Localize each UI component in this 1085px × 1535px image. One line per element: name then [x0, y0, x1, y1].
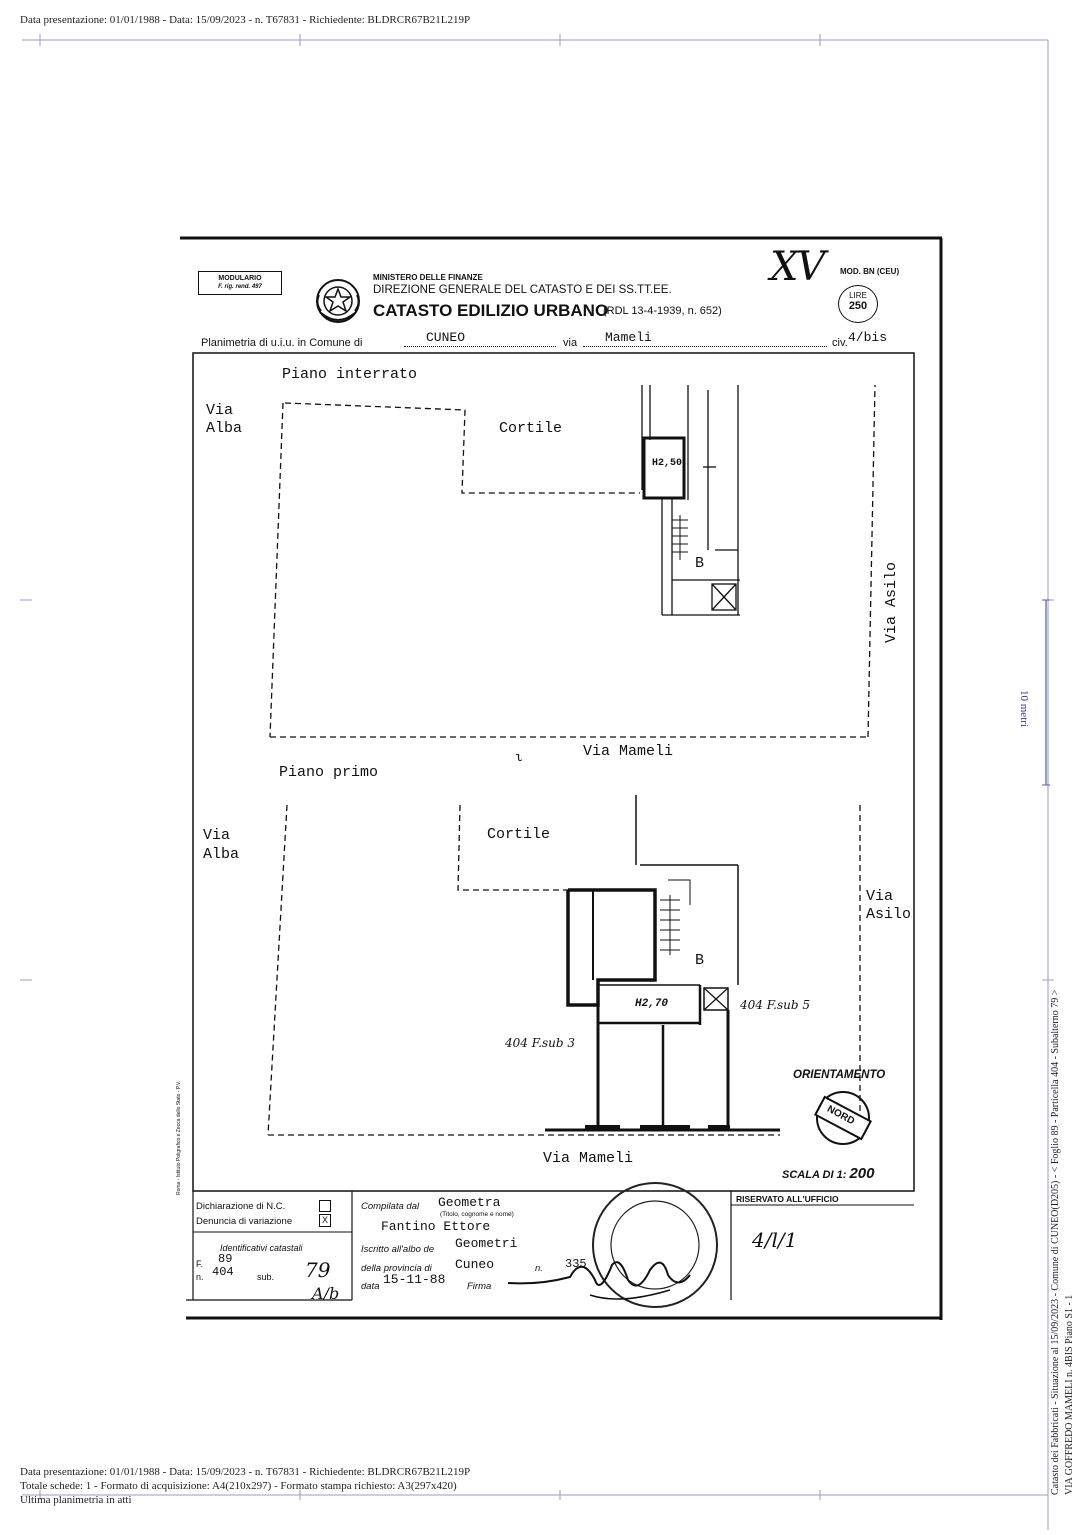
marker-b-1: B	[695, 555, 705, 572]
n-label: n.	[535, 1263, 543, 1274]
footer-line1: Data presentazione: 01/01/1988 - Data: 15/09/2023 - n. T67831 - Richiedente: BLDRCR67B21L219P	[20, 1466, 471, 1478]
firma-label: Firma	[467, 1281, 492, 1292]
civ-label: civ.	[832, 337, 848, 349]
signature	[500, 1235, 700, 1315]
handwritten-number: XV	[770, 244, 824, 290]
scale-label	[782, 1165, 874, 1182]
denuncia-checkbox: X	[319, 1214, 331, 1227]
dichiarazione-checkbox	[319, 1200, 331, 1212]
sub-label: sub.	[257, 1272, 275, 1282]
comune-value: CUNEO	[426, 330, 466, 345]
street-via-alba-1a: Via	[206, 402, 234, 419]
particella-value: 404	[212, 1265, 234, 1279]
basement-structure	[642, 385, 740, 615]
compilata-label: Compilata dal	[361, 1201, 420, 1212]
identificativi-label: Identificativi catastali	[220, 1243, 303, 1253]
first-floor-outline	[268, 805, 860, 1135]
direction-label: DIREZIONE GENERALE DEL CATASTO E DEI SS.TT.EE.	[373, 284, 672, 296]
street-via-asilo-vertical: Via Asilo	[883, 561, 900, 643]
riservato-label: RISERVATO ALL'UFFICIO	[736, 1194, 839, 1204]
riservato-handwritten: 4/l/1	[752, 1228, 798, 1252]
height-label-2: H2,70	[635, 998, 669, 1010]
marker-b-2: B	[695, 952, 705, 969]
street-via-asilo-2a: Via	[866, 888, 894, 905]
modulario-line1: MODULARIO	[218, 275, 262, 282]
titolo-hint: (Titolo, cognome e nome)	[440, 1211, 514, 1218]
sub-value: 79	[305, 1258, 331, 1282]
courtyard-label-1: Cortile	[499, 420, 563, 437]
scale-value: 200	[849, 1165, 875, 1182]
iscritto-label: Iscritto all'albo de	[361, 1244, 435, 1255]
lire-label: LIRE	[849, 291, 867, 300]
street-via-asilo-2b: Asilo	[866, 906, 912, 923]
scale-prefix: SCALA DI 1:	[782, 1169, 847, 1181]
planimetria-label: Planimetria di u.i.u. in Comune di	[201, 337, 363, 349]
header-top: Data presentazione: 01/01/1988 - Data: 15/09/2023 - n. T67831 - Richiedente: BLDRCR67B21L219P	[20, 14, 471, 26]
street-via-alba-2a: Via	[203, 827, 231, 844]
side-text-line1: Catasto dei Fabbricati - Situazione al 15/09/2023 - Comune di CUNEO(D205) - < Foglio 89 - Particella 404 - Subalterno 79 >	[1050, 989, 1061, 1495]
via-value: Mameli	[605, 330, 652, 345]
printer-note: Roma - Istituto Poligrafico e Zecca dello Stato - P.V.	[176, 1080, 182, 1195]
footer-line2: Totale schede: 1 - Formato di acquisizione: A4(210x297) - Formato stampa richiesto: A3(297x420)	[20, 1480, 457, 1492]
foglio-label: F.	[196, 1259, 204, 1269]
sub5-label: 404 F.sub 5	[740, 998, 811, 1012]
modulario-line2: F. rig. rend. 497	[218, 284, 262, 290]
dichiarazione-label: Dichiarazione di N.C.	[196, 1201, 286, 1212]
denuncia-label: Denuncia di variazione	[196, 1216, 293, 1227]
lire-value: 250	[848, 300, 868, 312]
compilata-value: Geometra	[438, 1195, 501, 1210]
street-via-alba-2b: Alba	[203, 846, 240, 863]
provincia-label: della provincia di	[361, 1263, 432, 1274]
particella-label: n.	[196, 1272, 204, 1282]
footer-line3: Ultima planimetria in atti	[20, 1494, 132, 1506]
law-reference: (RDL 13-4-1939, n. 652)	[603, 305, 722, 317]
iscritto-value: Geometri	[455, 1236, 518, 1251]
floor-title-first: Piano primo	[279, 764, 379, 781]
nome-value: Fantino Ettore	[381, 1219, 491, 1234]
n-value: 335	[565, 1257, 587, 1271]
north-label: NORD	[825, 1103, 857, 1128]
model-label: MOD. BN (CEU)	[840, 267, 900, 276]
floor-title-basement: Piano interrato	[282, 366, 418, 383]
street-via-mameli-2: Via Mameli	[543, 1150, 634, 1167]
sub-extra: A/b	[312, 1284, 340, 1303]
foglio-value: 89	[218, 1252, 233, 1266]
ministry-label: MINISTERO DELLE FINANZE	[373, 273, 483, 282]
form-title: CATASTO EDILIZIO URBANO	[373, 301, 609, 320]
data-value: 15-11-88	[383, 1272, 446, 1287]
via-label: via	[563, 337, 578, 349]
orientation-label: ORIENTAMENTO	[793, 1069, 886, 1081]
stray-mark: ι	[515, 750, 523, 765]
civ-value: 4/bis	[848, 330, 888, 345]
sub3-label: 404 F.sub 3	[505, 1036, 576, 1050]
courtyard-label-2: Cortile	[487, 826, 551, 843]
basement-outline	[270, 385, 875, 737]
height-label-1: H2,50	[652, 458, 683, 469]
street-via-mameli-1: Via Mameli	[583, 743, 674, 760]
side-text-line2: VIA GOFFREDO MAMELI n. 4BIS Piano S1 - 1	[1064, 1294, 1075, 1495]
street-via-alba-1b: Alba	[206, 420, 243, 437]
provincia-value: Cuneo	[455, 1257, 495, 1272]
data-label: data	[361, 1281, 380, 1292]
scale-ruler-label: 10 metri	[1018, 690, 1030, 727]
first-floor-structure	[545, 795, 780, 1130]
